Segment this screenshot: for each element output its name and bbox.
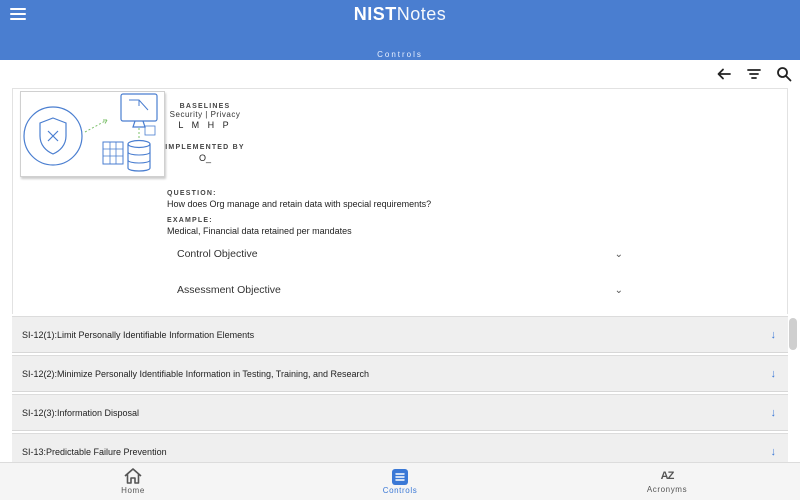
implemented-by-label: IMPLEMENTED BY [165,144,245,151]
chevron-down-icon: ⌄ [614,284,623,296]
nav-controls-label: Controls [382,486,418,495]
baselines-types: Security | Privacy [169,110,241,119]
toolbar [716,66,792,82]
example-text: Medical, Financial data retained per mandates [167,226,352,236]
control-objective-label: Control Objective [177,248,258,260]
arrow-down-icon: ↓ [770,406,776,419]
bottom-nav [0,462,800,500]
app-logo [0,4,800,25]
question-label: QUESTION: [167,190,217,197]
control-row[interactable] [12,316,788,353]
assessment-objective-expander[interactable] [177,281,627,299]
control-row[interactable] [12,355,788,392]
question-text: How does Org manage and retain data with special requirements? [167,199,432,209]
assessment-objective-label: Assessment Objective [177,284,281,296]
baselines-label: BASELINES [179,103,231,110]
arrow-down-icon: ↓ [770,445,776,458]
control-row-title: SI-12(2):Minimize Personally Identifiable Information in Testing, Training, and Research [22,368,370,379]
nav-home-label: Home [121,486,145,495]
control-detail-card [12,88,788,314]
control-row[interactable] [12,394,788,431]
az-icon: AZ [660,470,674,482]
arrow-down-icon: ↓ [770,367,776,380]
baselines-values: L M H P [178,120,232,130]
home-icon [123,467,143,485]
arrow-down-icon: ↓ [770,328,776,341]
security-illustration [20,91,165,177]
nav-acronyms-label: Acronyms [646,485,688,494]
nav-controls[interactable] [376,467,424,495]
search-icon[interactable] [776,66,792,82]
example-block [167,217,352,236]
chevron-down-icon: ⌄ [614,248,623,260]
example-label: EXAMPLE: [167,217,213,224]
back-arrow-icon[interactable] [716,66,732,82]
nav-acronyms[interactable] [644,467,690,494]
logo-main-text: NIST [353,4,397,24]
sort-icon[interactable] [746,66,762,82]
app-header [0,0,800,60]
control-row-title: SI-12(3):Information Disposal [22,407,140,418]
control-row-title: SI-13:Predictable Failure Prevention [22,446,167,457]
baselines-block [165,103,245,163]
control-row-title: SI-12(1):Limit Personally Identifiable Information Elements [22,329,255,340]
implemented-by-value: O_ [198,153,211,163]
screen-title: Controls [377,50,423,59]
nav-home[interactable] [110,467,156,495]
control-objective-expander[interactable] [177,245,627,263]
question-block [167,190,431,209]
scrollbar-thumb[interactable] [789,318,797,350]
logo-sub-text: Notes [396,4,447,24]
list-icon [392,469,408,485]
